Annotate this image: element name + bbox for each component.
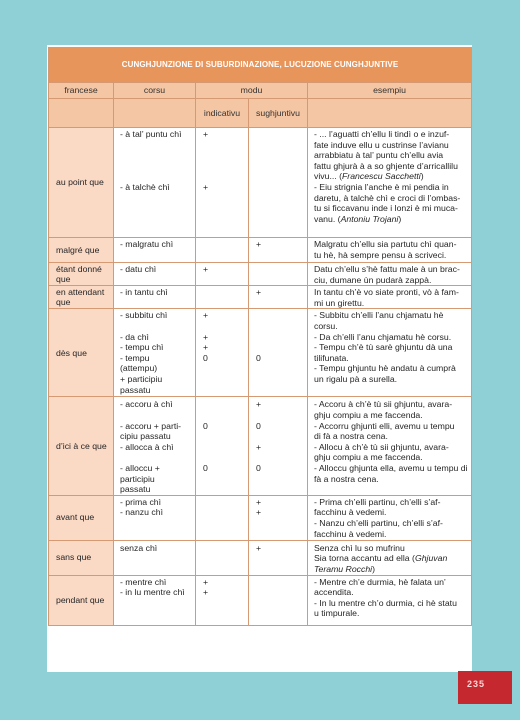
indicativu-mark: 0 bbox=[203, 462, 208, 473]
sughjuntivu-mark: + bbox=[256, 496, 262, 507]
corsu-term: passatu bbox=[120, 384, 151, 395]
corsu-cell bbox=[114, 238, 196, 263]
example-line: - Accorru ghjunti elli, avemu u tempu bbox=[314, 420, 455, 431]
sughjuntivu-cell bbox=[249, 238, 308, 263]
author-name: Antoniu Trojani bbox=[340, 213, 399, 224]
sughjuntivu-mark: 0 bbox=[256, 420, 261, 431]
francese-term: en attendant bbox=[56, 286, 105, 297]
corsu-term: cipiu passatu bbox=[120, 431, 171, 442]
francese-cell bbox=[49, 397, 114, 495]
corsu-term bbox=[120, 161, 189, 172]
example-line: di fà a nostra cena. bbox=[314, 431, 388, 442]
indicativu-cell bbox=[196, 263, 249, 286]
example-line bbox=[314, 171, 465, 182]
example-line: - Mentre ch’e durmia, hè falata un’ bbox=[314, 576, 446, 587]
corsu-term: - da chì bbox=[120, 331, 149, 342]
francese-term: étant donné bbox=[56, 263, 102, 274]
example-line: - In lu mentre ch’o durmia, ci hè statu bbox=[314, 597, 457, 608]
francese-cell bbox=[49, 540, 114, 575]
sughjuntivu-mark bbox=[256, 431, 305, 442]
example-line: accendita. bbox=[314, 587, 354, 598]
example-text: ) bbox=[398, 213, 402, 224]
esempiu-cell bbox=[308, 263, 472, 286]
example-line: corsu. bbox=[314, 320, 338, 331]
table-row bbox=[49, 263, 472, 286]
indicativu-cell bbox=[196, 238, 249, 263]
corsu-term: senza chì bbox=[120, 542, 158, 553]
esempiu-cell bbox=[308, 540, 472, 575]
table-row bbox=[49, 309, 472, 397]
page-number-box bbox=[458, 671, 512, 704]
example-line: - Tempu ch’è tù sarè ghjuntu dà una bbox=[314, 342, 453, 353]
indicativu-cell bbox=[196, 286, 249, 309]
subheader-row bbox=[49, 99, 472, 128]
indicativu-mark bbox=[203, 150, 246, 161]
corsu-cell bbox=[114, 540, 196, 575]
sughjuntivu-mark: + bbox=[256, 239, 262, 249]
francese-term: que bbox=[56, 274, 71, 285]
example-line: fattu ghjurà à a so ghjente d’arricallilu bbox=[314, 160, 458, 171]
indicativu-mark bbox=[203, 161, 246, 172]
sughjuntivu-cell bbox=[249, 495, 308, 540]
example-line: Datu ch’ellu s’hè fattu male à un brac- bbox=[314, 264, 460, 274]
corsu-term: - nanzu chì bbox=[120, 507, 163, 518]
francese-term: au point que bbox=[56, 177, 104, 188]
corsu-term: - à talchè chì bbox=[120, 181, 170, 192]
sughjuntivu-mark bbox=[256, 452, 305, 463]
example-line: fà a nostra cena. bbox=[314, 473, 379, 484]
francese-cell bbox=[49, 309, 114, 397]
sughjuntivu-mark bbox=[256, 410, 305, 421]
example-line bbox=[314, 553, 465, 564]
subheader-blank-cell bbox=[308, 99, 472, 128]
example-text: ) bbox=[372, 563, 376, 574]
example-line bbox=[314, 214, 465, 225]
header-modu: modu bbox=[196, 83, 308, 99]
francese-cell bbox=[49, 286, 114, 309]
indicativu-cell bbox=[196, 128, 249, 238]
example-line: - Eiu strignia l’anche è mi pendia in bbox=[314, 181, 449, 192]
example-line: ciu, dumane ùn pudarà zappà. bbox=[314, 274, 432, 285]
indicativu-mark bbox=[203, 140, 246, 151]
esempiu-cell bbox=[308, 309, 472, 397]
francese-cell bbox=[49, 575, 114, 625]
indicativu-mark: + bbox=[203, 181, 209, 192]
example-line: - Subbitu ch’elli l’anu chjamatu hè bbox=[314, 310, 444, 321]
esempiu-cell bbox=[308, 495, 472, 540]
example-line: facchinu à vedemi. bbox=[314, 528, 387, 539]
corsu-term bbox=[120, 321, 189, 332]
example-line: Malgratu ch’ellu sia partutu chì quan- bbox=[314, 239, 457, 249]
indicativu-cell bbox=[196, 540, 249, 575]
corsu-term bbox=[120, 171, 189, 182]
header-row bbox=[49, 83, 472, 99]
sughjuntivu-mark: + bbox=[256, 287, 262, 298]
indicativu-cell bbox=[196, 575, 249, 625]
sughjuntivu-mark bbox=[256, 310, 305, 321]
example-line: mi un girettu. bbox=[314, 297, 365, 308]
header-indicativu: indicativu bbox=[196, 99, 249, 128]
indicativu-mark: + bbox=[203, 587, 209, 598]
indicativu-mark bbox=[203, 399, 246, 410]
sughjuntivu-cell bbox=[249, 540, 308, 575]
indicativu-mark bbox=[203, 452, 246, 463]
esempiu-cell bbox=[308, 238, 472, 263]
example-line: - Allocu à ch’è tù sii ghjuntu, avara- bbox=[314, 441, 449, 452]
table-row bbox=[49, 540, 472, 575]
example-line: tilifunata. bbox=[314, 352, 349, 363]
sughjuntivu-cell bbox=[249, 286, 308, 309]
corsu-term: - à tal’ puntu chì bbox=[120, 129, 182, 139]
corsu-term: - in lu mentre chì bbox=[120, 587, 185, 598]
example-line: tu hè, hà sempre pensu à scriveci. bbox=[314, 249, 447, 260]
sughjuntivu-cell bbox=[249, 309, 308, 397]
sughjuntivu-cell bbox=[249, 397, 308, 495]
corsu-cell bbox=[114, 575, 196, 625]
corsu-term: - malgratu chì bbox=[120, 239, 174, 249]
example-line: In tantu ch’è vo siate pronti, vò à fam- bbox=[314, 287, 459, 298]
corsu-cell bbox=[114, 263, 196, 286]
corsu-cell bbox=[114, 128, 196, 238]
example-text: vanu. ( bbox=[314, 213, 341, 224]
sughjuntivu-mark: + bbox=[256, 441, 262, 452]
corsu-term: - tempu bbox=[120, 352, 150, 363]
indicativu-mark bbox=[203, 442, 246, 453]
sughjuntivu-cell bbox=[249, 128, 308, 238]
sughjuntivu-mark: 0 bbox=[256, 462, 261, 473]
indicativu-mark: 0 bbox=[203, 420, 208, 431]
corsu-term: - tempu chì bbox=[120, 342, 164, 353]
francese-term: sans que bbox=[56, 552, 92, 563]
corsu-term: - in tantu chì bbox=[120, 287, 168, 298]
corsu-cell bbox=[114, 286, 196, 309]
example-line: - Tempu ghjuntu hè andatu à cumprà bbox=[314, 363, 456, 374]
sughjuntivu-mark: + bbox=[256, 542, 262, 553]
esempiu-cell bbox=[308, 128, 472, 238]
indicativu-cell bbox=[196, 495, 249, 540]
corsu-term: - mentre chì bbox=[120, 576, 167, 587]
indicativu-mark bbox=[203, 171, 246, 182]
header-sughjuntivu: sughjuntivu bbox=[249, 99, 308, 128]
table-row bbox=[49, 238, 472, 263]
francese-term: avant que bbox=[56, 512, 95, 523]
sughjuntivu-mark bbox=[256, 321, 305, 332]
subheader-blank-cell bbox=[114, 99, 196, 128]
indicativu-cell bbox=[196, 397, 249, 495]
francese-term: malgré que bbox=[56, 244, 100, 255]
example-text: vivu... ( bbox=[314, 171, 342, 182]
example-line: daretu, à talchè chì e croci di l’ombas- bbox=[314, 192, 461, 203]
indicativu-mark bbox=[203, 321, 246, 332]
corsu-term bbox=[120, 452, 189, 463]
corsu-cell bbox=[114, 309, 196, 397]
table-row bbox=[49, 286, 472, 309]
conjunction-table bbox=[48, 47, 472, 626]
example-line: un rigalu pà a surella. bbox=[314, 373, 398, 384]
francese-term: pendant que bbox=[56, 594, 105, 605]
sughjuntivu-mark bbox=[256, 332, 305, 343]
corsu-term: - accoru à chì bbox=[120, 399, 173, 410]
corsu-term: - prima chì bbox=[120, 496, 162, 507]
sughjuntivu-mark bbox=[256, 342, 305, 353]
francese-cell bbox=[49, 128, 114, 238]
example-line: Senza chì lu so mufrinu bbox=[314, 542, 405, 553]
corsu-term: - allocca à chì bbox=[120, 441, 174, 452]
corsu-term bbox=[120, 150, 189, 161]
corsu-term bbox=[120, 410, 189, 421]
author-name: Ghjuvan bbox=[414, 553, 448, 564]
table-row bbox=[49, 397, 472, 495]
corsu-cell bbox=[114, 397, 196, 495]
indicativu-mark bbox=[203, 410, 246, 421]
corsu-term: participiu bbox=[120, 473, 155, 484]
corsu-cell bbox=[114, 495, 196, 540]
esempiu-cell bbox=[308, 397, 472, 495]
header-esempiu: esempiu bbox=[308, 83, 472, 99]
francese-term: dès que bbox=[56, 347, 87, 358]
francese-cell bbox=[49, 495, 114, 540]
sughjuntivu-mark: + bbox=[256, 507, 262, 518]
example-line: - Accoru à ch’è tù sii ghjuntu, avara- bbox=[314, 399, 453, 410]
corsu-term: - accoru + parti- bbox=[120, 420, 182, 431]
page-number: 235 bbox=[467, 679, 486, 689]
example-line bbox=[314, 564, 465, 575]
table-title-row bbox=[49, 48, 472, 83]
corsu-term: passatu bbox=[120, 484, 151, 495]
example-line: ghju compiu a me faccenda. bbox=[314, 452, 423, 463]
header-corsu: corsu bbox=[114, 83, 196, 99]
francese-cell bbox=[49, 238, 114, 263]
sughjuntivu-mark: + bbox=[256, 399, 262, 410]
corsu-term: + participiu bbox=[120, 373, 163, 384]
corsu-term: - alloccu + bbox=[120, 462, 160, 473]
header-francese: francese bbox=[49, 83, 114, 99]
author-name: Francescu Sacchetti bbox=[342, 171, 421, 182]
indicativu-mark: 0 bbox=[203, 352, 208, 363]
example-line: - Alloccu ghjunta ella, avemu u tempu di bbox=[314, 462, 468, 473]
page bbox=[47, 45, 472, 672]
example-line: - ... l’aguatti ch’ellu li tindì o e inzuf- bbox=[314, 129, 450, 139]
table-body bbox=[49, 128, 472, 626]
corsu-term bbox=[120, 140, 189, 151]
table-row bbox=[49, 495, 472, 540]
example-line: u timpurale. bbox=[314, 608, 360, 619]
example-line: - Nanzu ch’elli partinu, ch’elli s’af- bbox=[314, 517, 443, 528]
indicativu-mark: + bbox=[203, 264, 209, 274]
example-line: fate induve ellu u custrinse l’avianu bbox=[314, 139, 449, 150]
subheader-blank-cell bbox=[49, 99, 114, 128]
corsu-term: - datu chì bbox=[120, 264, 157, 274]
author-name: Teramu Rocchi bbox=[314, 563, 373, 574]
sughjuntivu-cell bbox=[249, 575, 308, 625]
example-line: - Da ch’elli l’anu chjamatu hè corsu. bbox=[314, 331, 452, 342]
example-line: facchinu à vedemi. bbox=[314, 507, 387, 518]
corsu-term: - subbitu chì bbox=[120, 310, 168, 321]
indicativu-mark: + bbox=[203, 129, 209, 139]
indicativu-mark bbox=[203, 431, 246, 442]
esempiu-cell bbox=[308, 575, 472, 625]
sughjuntivu-mark: 0 bbox=[256, 352, 261, 363]
indicativu-mark: + bbox=[203, 310, 209, 321]
example-text: Sia torna accantu ad ella ( bbox=[314, 553, 415, 564]
francese-term: que bbox=[56, 297, 71, 308]
francese-cell bbox=[49, 263, 114, 286]
corsu-term: (attempu) bbox=[120, 363, 158, 374]
table-title: CUNGHJUNZIONE DI SUBURDINAZIONE, LUCUZIONE CUNGHJUNTIVE bbox=[49, 48, 472, 83]
example-line: - Prima ch’elli partinu, ch’elli s’af- bbox=[314, 496, 441, 507]
indicativu-cell bbox=[196, 309, 249, 397]
example-line: ghju compiu a me faccenda. bbox=[314, 409, 423, 420]
indicativu-mark: + bbox=[203, 576, 209, 587]
table-row bbox=[49, 128, 472, 238]
indicativu-mark: + bbox=[203, 331, 209, 342]
francese-term: d’ici à ce que bbox=[56, 440, 107, 451]
indicativu-mark: + bbox=[203, 342, 209, 353]
table-row bbox=[49, 575, 472, 625]
example-line: arrabbiatu à tal’ puntu ch’ellu avia bbox=[314, 150, 444, 161]
example-text: ) bbox=[420, 171, 424, 182]
example-line: tu si ficcavanu inde i lonzi è mi muca- bbox=[314, 203, 458, 214]
sughjuntivu-cell bbox=[249, 263, 308, 286]
esempiu-cell bbox=[308, 286, 472, 309]
